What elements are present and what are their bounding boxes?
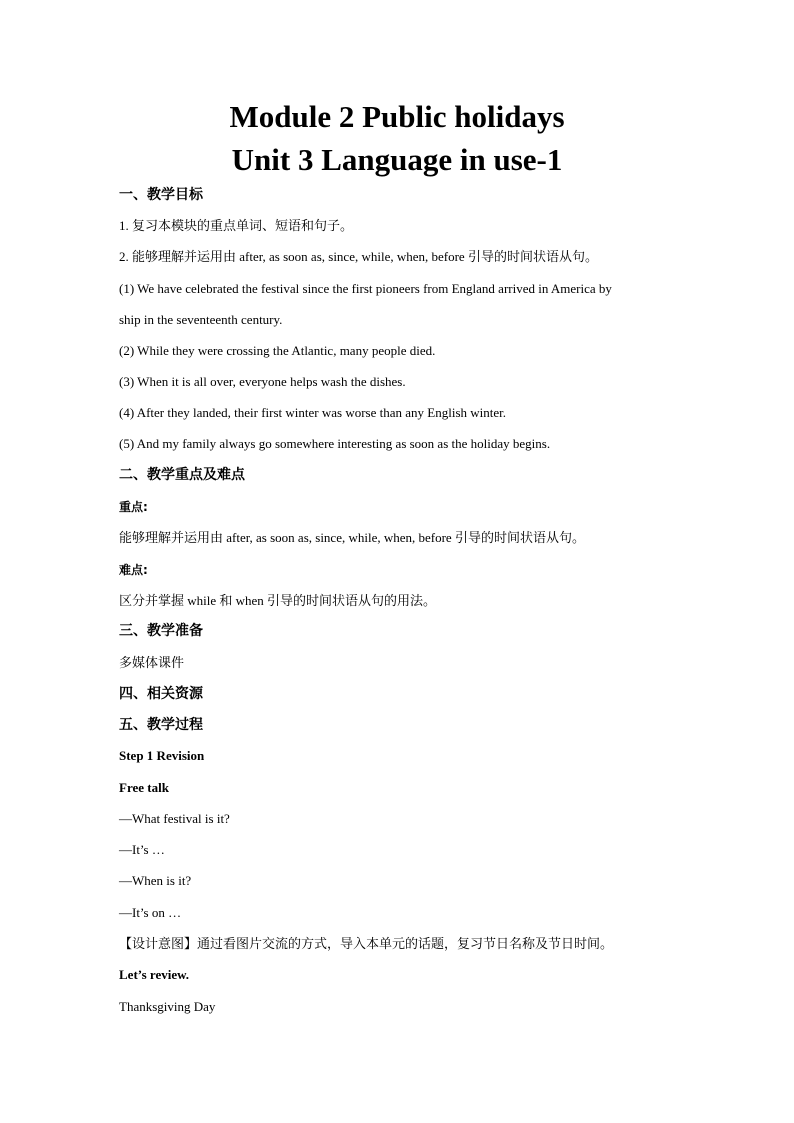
document-title: Module 2 Public holidays — [229, 99, 565, 134]
example-sentence-4: (4) After they landed, their first winter was worse than any English winter. — [119, 405, 507, 420]
free-talk-heading: Free talk — [119, 780, 169, 795]
section-heading-key-points: 二、教学重点及难点 — [119, 467, 245, 483]
objective-item-1: 1. 复习本模块的重点单词、短语和句子。 — [119, 218, 354, 233]
dialogue-line-2: —It’s … — [119, 842, 165, 857]
key-points-label: 重点: — [119, 500, 148, 514]
difficulty-label: 难点: — [119, 563, 148, 577]
example-sentence-5: (5) And my family always go somewhere interesting as soon as the holiday begins. — [119, 436, 551, 451]
difficulty-text: 区分并掌握 while 和 when 引导的时间状语从句的用法。 — [119, 593, 437, 608]
section-heading-process: 五、教学过程 — [119, 717, 203, 733]
section-heading-resources: 四、相关资源 — [119, 686, 203, 702]
section-heading-objectives: 一、教学目标 — [119, 187, 203, 203]
preparation-text: 多媒体课件 — [119, 655, 185, 670]
example-sentence-1: (1) We have celebrated the festival since the first pioneers from England arrived in America by — [119, 281, 612, 296]
dialogue-line-3: —When is it? — [119, 873, 192, 888]
section-heading-preparation: 三、教学准备 — [119, 623, 203, 639]
example-sentence-2: (2) While they were crossing the Atlantic, many people died. — [119, 343, 436, 358]
thanksgiving-day-text: Thanksgiving Day — [119, 999, 216, 1014]
key-points-text: 能够理解并运用由 after, as soon as, since, while, when, before 引导的时间状语从句。 — [119, 530, 585, 545]
dialogue-line-1: —What festival is it? — [119, 811, 230, 826]
objective-item-2: 2. 能够理解并运用由 after, as soon as, since, while, when, before 引导的时间状语从句。 — [119, 249, 598, 264]
document-subtitle: Unit 3 Language in use-1 — [231, 142, 563, 177]
example-sentence-3: (3) When it is all over, everyone helps wash the dishes. — [119, 374, 406, 389]
dialogue-line-4: —It’s on … — [119, 905, 182, 920]
lets-review-heading: Let’s review. — [119, 967, 190, 982]
example-sentence-1-cont: ship in the seventeenth century. — [119, 312, 283, 327]
step-1-heading: Step 1 Revision — [119, 748, 205, 763]
design-intent-note: 【设计意图】通过看图片交流的方式，导入本单元的话题，复习节日名称及节日时间。 — [119, 936, 614, 951]
